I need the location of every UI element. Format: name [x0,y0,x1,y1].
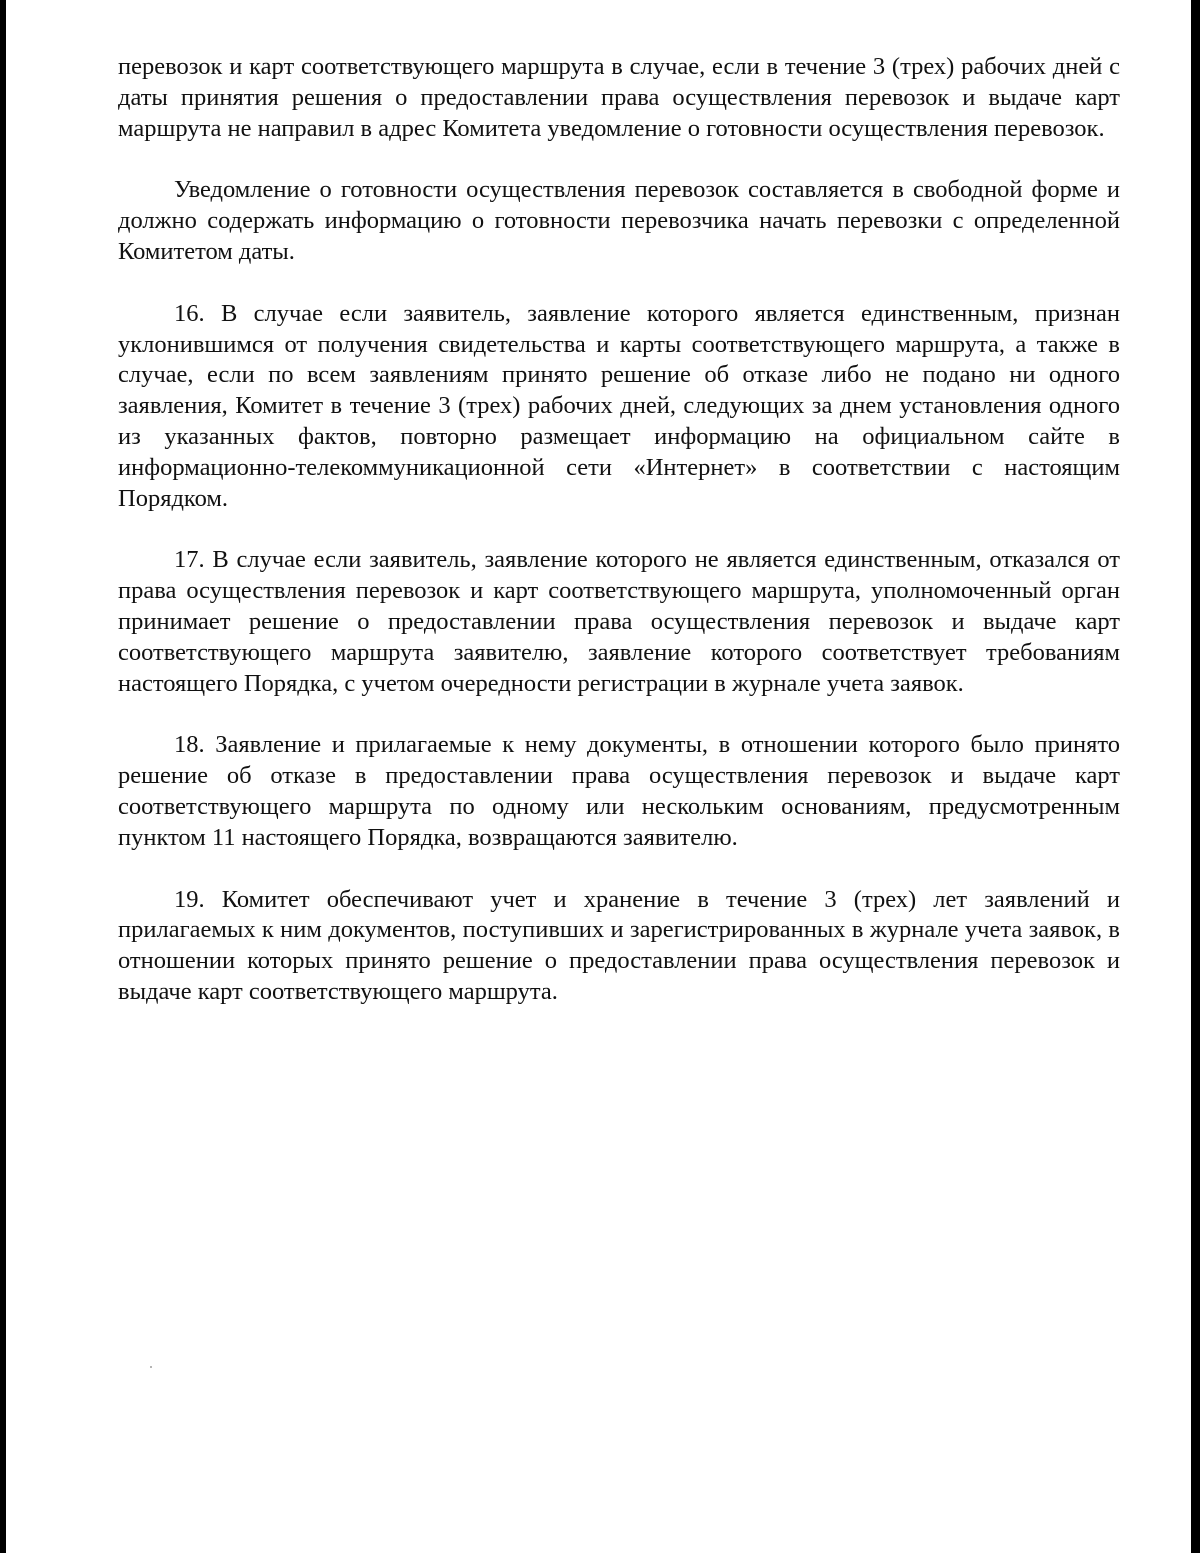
paragraph-continuation: перевозок и карт соответствующего маршрута в случае, если в течение 3 (трех) рабочих дней с даты принятия решения о предоставлении права осуществления перевозок и выдаче карт маршрута не направил в адрес Комитета уведомление о готовности осуществления перевозок. [118,53,1120,142]
scan-speck [150,1366,152,1368]
paragraph-clause-18: 18. Заявление и прилагаемые к нему документы, в отношении которого было принято решение об отказе в предоставлении права осуществления перевозок и выдаче карт соответствующего маршрута по одному или нескольким основаниям, предусмотренным пунктом 11 настоящего Порядка, возвращаются заявителю. [118,731,1120,851]
scan-edge-left [0,0,6,1553]
paragraph-notification: Уведомление о готовности осуществления перевозок составляется в свободной форме и должно содержать информацию о готовности перевозчика начать перевозки с определенной Комитетом даты. [118,176,1120,265]
paragraph-clause-19: 19. Комитет обеспечивают учет и хранение в течение 3 (трех) лет заявлений и прилагаемых к ним документов, поступивших и зарегистрированных в журнале учета заявок, в отношении которых принято решение о предоставлении права осуществления перевозок и выдаче карт соответствующего маршрута. [118,885,1120,1005]
paragraph-clause-16: 16. В случае если заявитель, заявление которого является единственным, признан уклонившимся от получения свидетельства и карты соответствующего маршрута, а также в случае, если по всем заявлениям принято решение об отказе либо не подано ни одного заявления, Комитет в течение 3 (трех) рабочих дней, следующих за днем установления одного из указанных фактов, повторно размещает информацию на официальном сайте в информационно-телекоммуникационной сети «Интернет» в соответствии с настоящим Порядком. [118,299,1120,512]
document-body [118,52,1120,1039]
scan-edge-right [1191,0,1200,1553]
paragraph-clause-17: 17. В случае если заявитель, заявление которого не является единственным, отказался от права осуществления перевозок и карт соответствующего маршрута, уполномоченный орган принимает решение о предоставлении права осуществления перевозок и выдаче карт соответствующего маршрута заявителю, заявление которого соответствует требованиям настоящего Порядка, с учетом очередности регистрации в журнале учета заявок. [118,546,1120,697]
